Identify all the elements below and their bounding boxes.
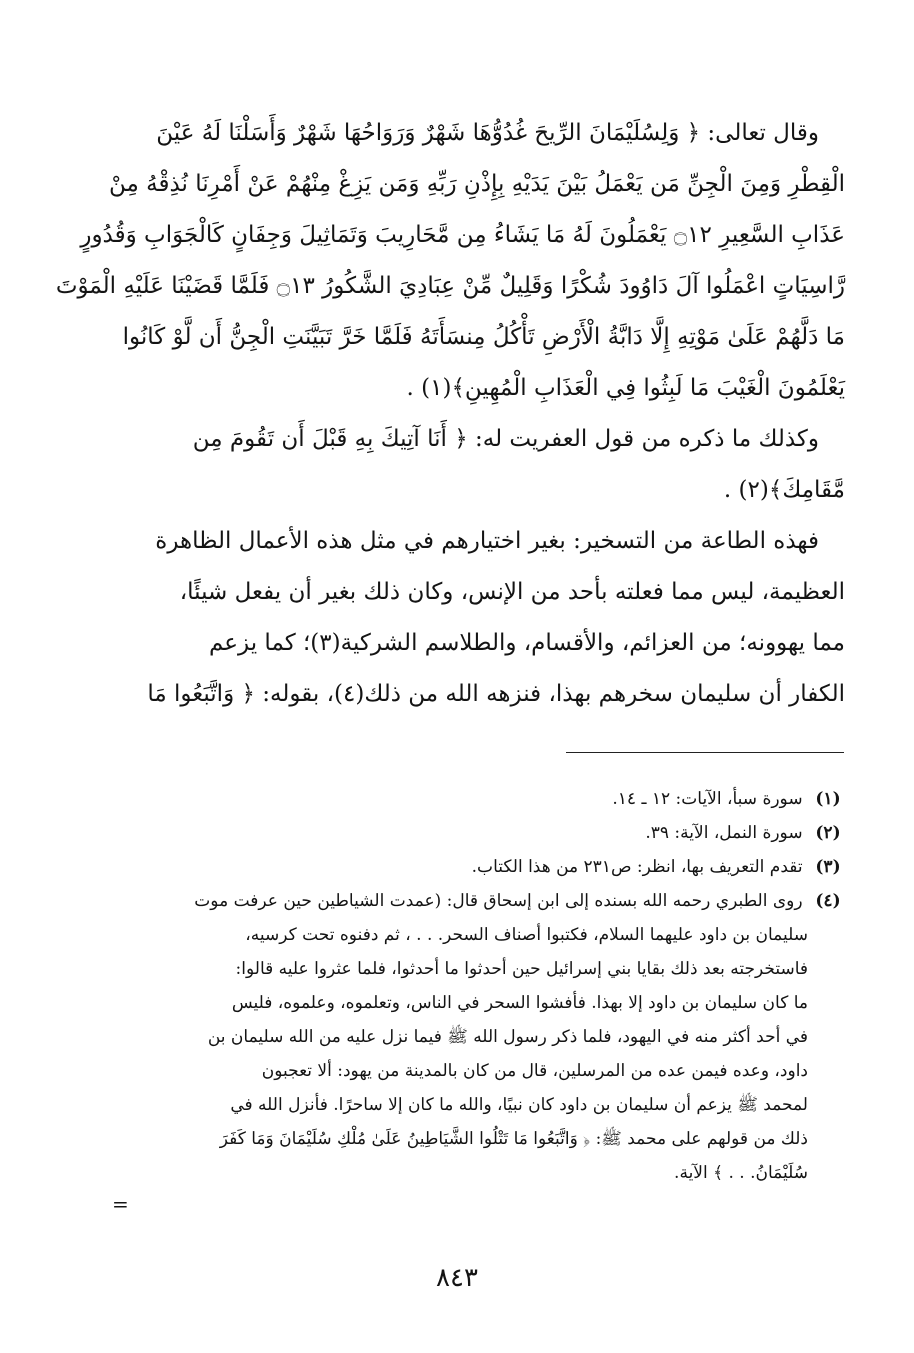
footnote-continuation: لمحمد ﷺ يزعم أن سليمان بن داود كان نبيًا، والله ما كان إلا ساحرًا. فأنزل الله في (230, 1095, 808, 1115)
main-line: الْقِطْرِ وَمِنَ الْجِنِّ مَن يَعْمَلُ بَيْنَ يَدَيْهِ بِإِذْنِ رَبِّهِ وَمَن يَزِغْ مِنْهُمْ عَنْ أَمْرِنَا نُذِقْهُ مِنْ (108, 171, 845, 197)
footnote-text: سورة سبأ، الآيات: ١٢ ـ ١٤. (612, 789, 803, 809)
footnote-continuation: فاستخرجته بعد ذلك بقايا بني إسرائيل حين أحدثوا ما أحدثوا، فلما عثروا عليه قالوا: (235, 959, 808, 979)
footnotes (118, 782, 848, 1190)
footnote-continuation: داود، وعده فيمن عده من المرسلين، قال من كان بالمدينة من يهود: ألا تعجبون (261, 1061, 808, 1081)
footnote (118, 816, 848, 850)
footnote-text: روى الطبري رحمه الله بسنده إلى ابن إسحاق قال: (عمدت الشياطين حين عرفت موت (194, 891, 803, 911)
main-line: مما يهوونه؛ من العزائم، والأقسام، والطلاسم الشركية(٣)؛ كما يزعم (209, 630, 845, 656)
footnote-continuation: سُلَيْمَانُ. . . ﴾ الآية. (674, 1163, 808, 1183)
main-line: وقال تعالى: ﴿ وَلِسُلَيْمَانَ الرِّيحَ غُدُوُّهَا شَهْرٌ وَرَوَاحُهَا شَهْرٌ وَأَسَلْنَا لَهُ عَيْنَ (156, 120, 819, 146)
footnote-number: (٤) (815, 891, 841, 911)
main-line: يَعْلَمُونَ الْغَيْبَ مَا لَبِثُوا فِي الْعَذَابِ الْمُهِينِ﴾(١) . (406, 375, 845, 401)
footnote-continuation: سليمان بن داود عليهما السلام، فكتبوا أصناف السحر. . . ، ثم دفنوه تحت كرسيه، (245, 925, 808, 945)
footnote (118, 884, 848, 918)
main-line: فهذه الطاعة من التسخير: بغير اختيارهم في مثل هذه الأعمال الظاهرة (155, 528, 819, 554)
footnote-continuation: في أحد أكثر منه في اليهود، فلما ذكر رسول الله ﷺ فيما نزل عليه من الله سليمان بن (207, 1027, 808, 1047)
footnote-number: (٢) (815, 823, 841, 843)
main-line: العظيمة، ليس مما فعلته بأحد من الإنس، وكان ذلك بغير أن يفعل شيئًا، (179, 579, 845, 605)
footnote-continuation: ما كان سليمان بن داود إلا بهذا. فأفشوا السحر في الناس، وتعلموه، وعلموه، فليس (231, 993, 808, 1013)
main-line: وكذلك ما ذكره من قول العفريت له: ﴿ أَنَا آتِيكَ بِهِ قَبْلَ أَن تَقُومَ مِن (192, 426, 819, 452)
continuation-mark: = (112, 1192, 129, 1216)
main-line: مَّقَامِكَ﴾(٢) . (723, 477, 845, 503)
page-number: ٨٤٣ (436, 1263, 478, 1293)
main-line: الكفار أن سليمان سخرهم بهذا، فنزهه الله من ذلك(٤)، بقوله: ﴿ وَاتَّبَعُوا مَا (147, 681, 845, 707)
main-text (55, 108, 845, 720)
footnote-text: سورة النمل، الآية: ٣٩. (645, 823, 803, 843)
footnote-number: (١) (815, 789, 841, 809)
main-line: عَذَابِ السَّعِيرِ ۝١٢ يَعْمَلُونَ لَهُ مَا يَشَاءُ مِن مَّحَارِيبَ وَتَمَاثِيلَ وَجِفَانٍ كَالْجَوَابِ وَقُدُورٍ (80, 222, 845, 248)
footnote-number: (٣) (815, 857, 841, 877)
footnote-text: تقدم التعريف بها، انظر: ص٢٣١ من هذا الكتاب. (471, 857, 803, 877)
footnote (118, 850, 848, 884)
main-line: رَّاسِيَاتٍ اعْمَلُوا آلَ دَاوُودَ شُكْرًا وَقَلِيلٌ مِّنْ عِبَادِيَ الشَّكُورُ ۝١٣ فَلَمَّا قَضَيْنَا عَلَيْهِ الْمَوْتَ (55, 273, 845, 299)
footnote-divider (566, 752, 844, 753)
main-line: مَا دَلَّهُمْ عَلَىٰ مَوْتِهِ إِلَّا دَابَّةُ الْأَرْضِ تَأْكُلُ مِنسَأَتَهُ فَلَمَّا خَرَّ تَبَيَّنَتِ الْجِنُّ أَن لَّوْ كَانُوا (122, 324, 845, 350)
footnote-continuation: ذلك من قولهم على محمد ﷺ: ﴿ وَاتَّبَعُوا مَا تَتْلُوا الشَّيَاطِينُ عَلَىٰ مُلْكِ سُلَيْمَانَ وَمَا كَفَرَ (219, 1129, 808, 1149)
footnote (118, 782, 848, 816)
